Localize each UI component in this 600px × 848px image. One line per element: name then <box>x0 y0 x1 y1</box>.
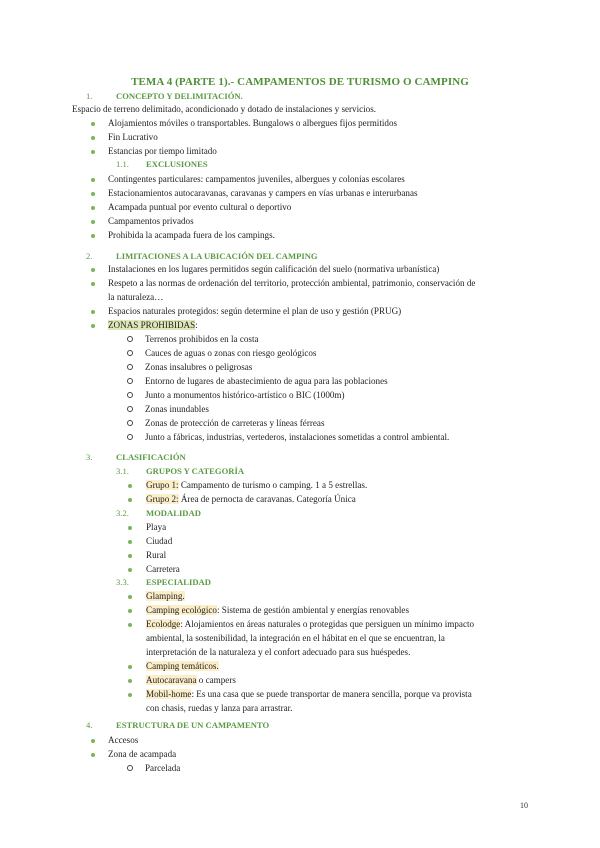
list-item: Ecolodge: Alojamientos en áreas naturales o protegidas que persiguen un mínimo impacto <box>146 619 475 629</box>
list-item: Entorno de lugares de abastecimiento de agua para las poblaciones <box>145 376 388 386</box>
list-item: Mobil-home: Es una casa que se puede transportar de manera sencilla, porque va provista <box>146 689 472 699</box>
circle-bullet-icon <box>127 364 133 370</box>
bullet-icon <box>128 498 132 502</box>
list-item: Playa <box>146 522 167 532</box>
subsection-1-1-heading: 1.1. EXCLUSIONES <box>116 159 208 169</box>
bullet-icon <box>91 324 95 328</box>
bullet-icon <box>128 526 132 530</box>
list-item: Campamentos privados <box>108 216 194 226</box>
list-item: Parcelada <box>145 763 181 773</box>
bullet-icon <box>91 206 95 210</box>
bullet-icon <box>91 282 95 286</box>
section-3-heading: 3. CLASIFICACIÓN <box>86 452 186 462</box>
circle-bullet-icon <box>127 392 133 398</box>
list-item: Junto a fábricas, industrias, vertederos, instalaciones sometidas a control ambiental. <box>145 432 450 442</box>
circle-bullet-icon <box>127 336 133 342</box>
circle-bullet-icon <box>127 434 133 440</box>
bullet-icon <box>128 554 132 558</box>
list-item: Estancias por tiempo limitado <box>108 146 217 156</box>
bullet-icon <box>91 220 95 224</box>
list-item: Carretera <box>146 564 180 574</box>
list-item-continuation: ambiental, la sostenibilidad, la integración en el hábitat en el que se encuentran, la <box>146 633 445 643</box>
list-item: Accesos <box>108 735 139 745</box>
bullet-icon <box>128 665 132 669</box>
bullet-icon <box>128 540 132 544</box>
section-2-heading: 2. LIMITACIONES A LA UBICACIÓN DEL CAMPING <box>86 251 318 261</box>
list-item-continuation: interpretación de la naturaleza y el confort adecuado para sus huéspedes. <box>146 647 411 657</box>
subsection-3-3-heading: 3.3. ESPECIALIDAD <box>116 577 211 587</box>
bullet-icon <box>128 595 132 599</box>
list-item: Terrenos prohibidos en la costa <box>145 334 259 344</box>
list-item: Camping temáticos. <box>146 661 219 671</box>
bullet-icon <box>91 234 95 238</box>
list-item: Camping ecológico: Sistema de gestión ambiental y energías renovables <box>146 605 409 615</box>
list-item: Junto a monumentos histórico-artístico o BIC (1000m) <box>145 390 345 400</box>
bullet-icon <box>91 753 95 757</box>
section-1-intro: Espacio de terreno delimitado, acondicionado y dotado de instalaciones y servicios. <box>72 104 377 114</box>
zonas-prohibidas-item: ZONAS PROHIBIDAS: <box>108 320 198 330</box>
list-item: Acampada puntual por evento cultural o deportivo <box>108 202 292 212</box>
list-item: Rural <box>146 550 167 560</box>
bullet-icon <box>91 150 95 154</box>
list-item: Zona de acampada <box>108 749 177 759</box>
bullet-icon <box>91 178 95 182</box>
list-item: Estacionamientos autocaravanas, caravanas y campers en vías urbanas e interurbanas <box>108 188 418 198</box>
list-item: Glamping. <box>146 591 185 601</box>
list-item: Fin Lucrativo <box>108 132 158 142</box>
list-item: Espacios naturales protegidos: según determine el plan de uso y gestión (PRUG) <box>108 306 402 316</box>
bullet-icon <box>91 268 95 272</box>
list-item: Alojamientos móviles o transportables. Bungalows o albergues fijos permitidos <box>108 118 398 128</box>
bullet-icon <box>128 568 132 572</box>
list-item: Prohibida la acampada fuera de los campings. <box>108 230 275 240</box>
list-item-continuation: con chasis, ruedas y lanza para arrastrar. <box>146 703 293 713</box>
bullet-icon <box>91 192 95 196</box>
bullet-icon <box>128 484 132 488</box>
subsection-3-1-heading: 3.1. GRUPOS Y CATEGORÍA <box>116 466 245 476</box>
list-item: Grupo 2: Área de pernocta de caravanas. Categoría Única <box>146 494 356 504</box>
circle-bullet-icon <box>127 420 133 426</box>
section-1-heading: 1. CONCEPTO Y DELIMITACIÓN. <box>86 91 243 101</box>
list-item: Zonas insalubres o peligrosas <box>145 362 253 372</box>
list-item: Zonas inundables <box>145 404 209 414</box>
list-item: Grupo 1: Campamento de turismo o camping. 1 a 5 estrellas. <box>146 480 368 490</box>
page-number: 10 <box>520 801 528 810</box>
list-item-continuation: la naturaleza… <box>108 292 164 302</box>
subsection-3-2-heading: 3.2. MODALIDAD <box>116 508 201 518</box>
list-item: Contingentes particulares: campamentos juveniles, albergues y colonias escolares <box>108 174 405 184</box>
circle-bullet-icon <box>127 765 133 771</box>
circle-bullet-icon <box>127 406 133 412</box>
bullet-icon <box>128 679 132 683</box>
page-title: TEMA 4 (PARTE 1).- CAMPAMENTOS DE TURISMO O CAMPING <box>131 76 469 88</box>
list-item: Zonas de protección de carreteras y líneas férreas <box>145 418 325 428</box>
bullet-icon <box>91 739 95 743</box>
bullet-icon <box>91 310 95 314</box>
circle-bullet-icon <box>127 378 133 384</box>
list-item: Cauces de aguas o zonas con riesgo geológicos <box>145 348 317 358</box>
list-item: Instalaciones en los lugares permitidos según calificación del suelo (normativa urbanística) <box>108 264 440 274</box>
bullet-icon <box>128 609 132 613</box>
section-4-heading: 4. ESTRUCTURA DE UN CAMPAMENTO <box>86 720 270 730</box>
list-item: Respeto a las normas de ordenación del territorio, protección ambiental, patrimonio, conservación de <box>108 278 476 288</box>
circle-bullet-icon <box>127 350 133 356</box>
list-item: Autocaravana o campers <box>146 675 236 685</box>
list-item: Ciudad <box>146 536 173 546</box>
bullet-icon <box>91 122 95 126</box>
bullet-icon <box>91 136 95 140</box>
bullet-icon <box>128 623 132 627</box>
bullet-icon <box>128 693 132 697</box>
